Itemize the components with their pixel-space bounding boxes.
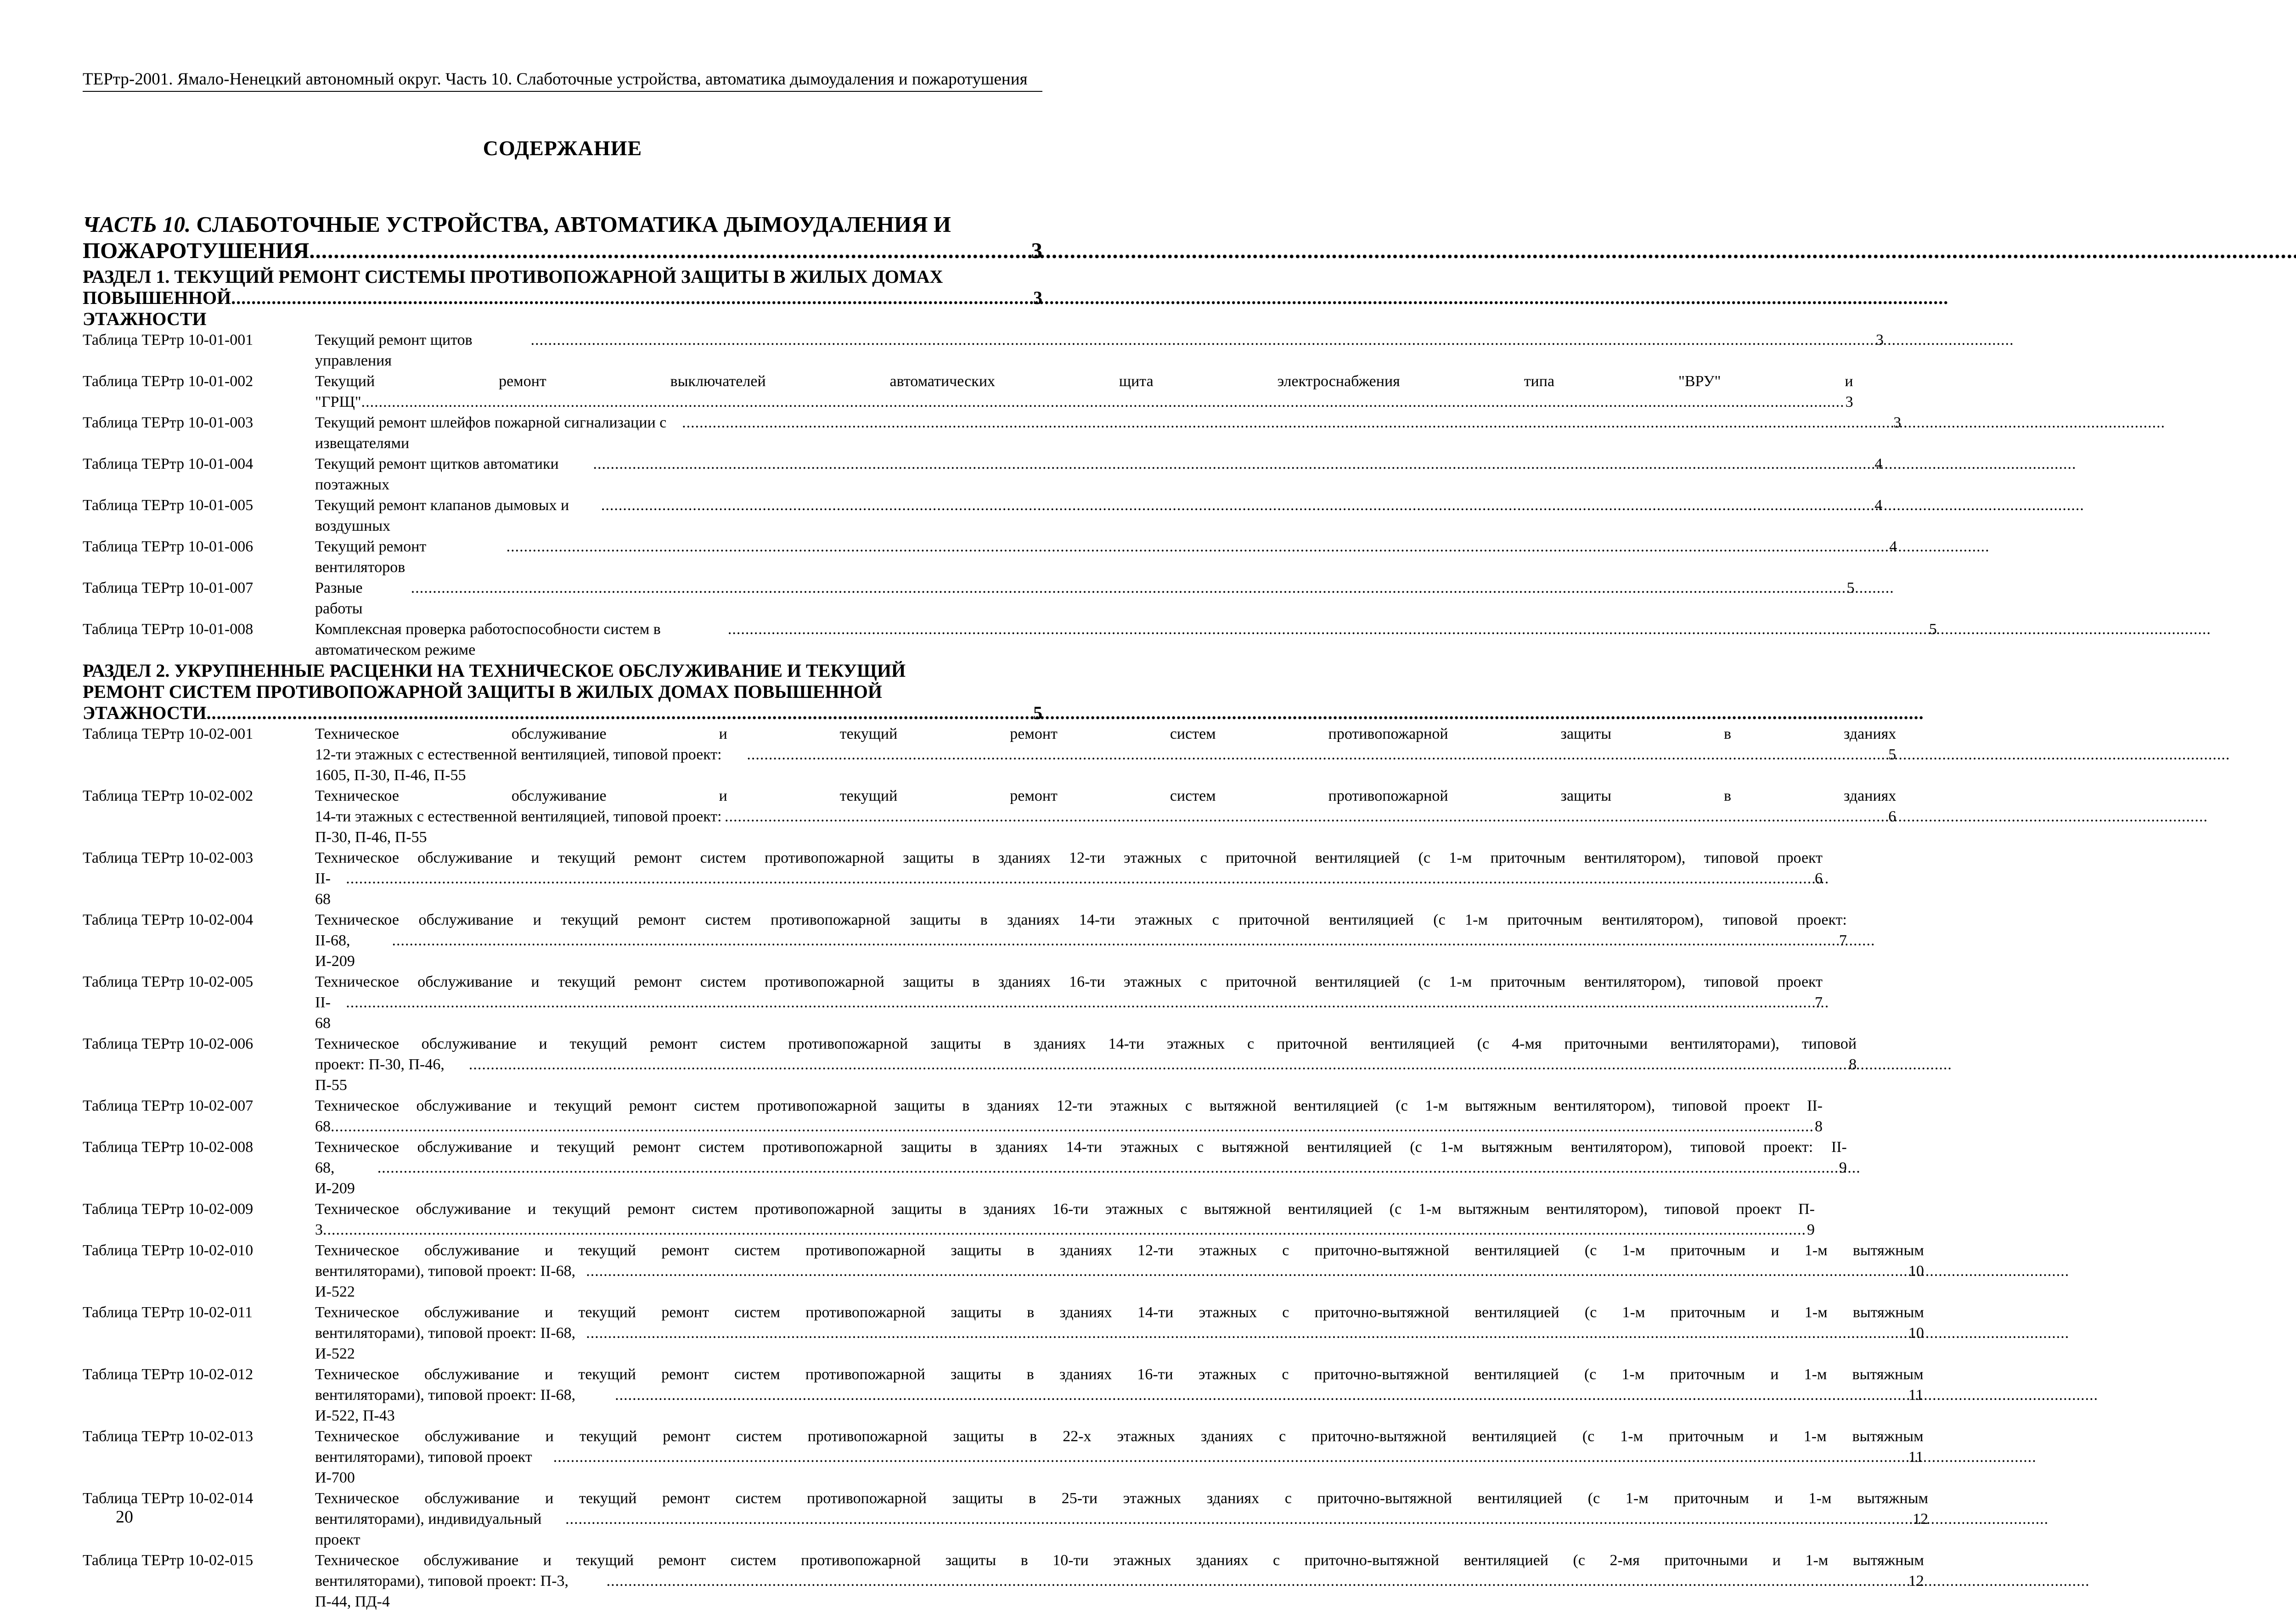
page-ref: 4 [1874, 497, 1883, 514]
part-title-line2: ПОЖАРОТУШЕНИЯ [83, 238, 310, 263]
description-last-line [315, 1323, 1924, 1364]
table-description [315, 1137, 1847, 1199]
table-code: Таблица ТЕРтр 10-01-003 [83, 414, 253, 431]
description-last-line [315, 1571, 1924, 1612]
table-description [315, 786, 1896, 848]
table-description [315, 330, 1884, 371]
toc-table-entry[interactable] [83, 412, 1902, 454]
description-last-line [315, 992, 1823, 1033]
page-ref: 5 [1033, 702, 1042, 723]
toc-table-entry[interactable] [83, 1033, 1857, 1095]
page-ref: 5 [1888, 746, 1896, 763]
toc-table-entry[interactable] [83, 495, 1883, 536]
description-text: Техническое обслуживание и текущий ремонт систем противопожарной защиты в зданиях 16-ти этажных с вытяжной вентиляцией (с 1-м вытяжным вентилятором), типовой проект П- [315, 1201, 1815, 1218]
toc-table-entry[interactable] [83, 619, 1937, 660]
description-text: Техническое обслуживание и текущий ремонт систем противопожарной защиты в зданиях [315, 725, 1896, 742]
description-last-line [315, 744, 1896, 786]
description-last-line [315, 1509, 1928, 1550]
table-code: Таблица ТЕРтр 10-01-002 [83, 373, 253, 390]
table-code: Таблица ТЕРтр 10-02-011 [83, 1304, 253, 1321]
description-text: Техническое обслуживание и текущий ремонт систем противопожарной защиты в зданиях 14-ти этажных с приточной вентиляцией (с 1-м приточным вентилятором), типовой проект: [315, 911, 1847, 928]
toc-table-entry[interactable] [83, 1488, 1929, 1550]
table-code: Таблица ТЕРтр 10-02-007 [83, 1097, 253, 1114]
dot-leader [323, 1219, 1806, 1240]
toc-table-entry[interactable] [83, 371, 1853, 412]
toc-sections [83, 266, 1937, 1612]
table-description [315, 910, 1847, 972]
description-last-line [315, 1385, 1924, 1426]
dot-leader [553, 1447, 1908, 1467]
toc-table-entry[interactable] [83, 1199, 1815, 1240]
page-ref: 3 [1033, 287, 1042, 308]
description-text: Техническое обслуживание и текущий ремонт систем противопожарной защиты в зданиях 16-ти этажных с приточно-вытяжной вентиляцией (с 1-м приточным и 1-м вытяжным [315, 1366, 1924, 1383]
dot-leader [392, 930, 1838, 951]
entry-text: 14-ти этажных с естественной вентиляцией, типовой проект: П-30, П-46, П-55 [315, 808, 722, 846]
dot-leader [377, 1157, 1838, 1178]
page-ref: 4 [1889, 538, 1897, 555]
page-ref: 7 [1815, 994, 1823, 1011]
table-code: Таблица ТЕРтр 10-02-009 [83, 1201, 253, 1218]
toc-table-entry[interactable] [83, 786, 1896, 848]
entry-text: Текущий ремонт клапанов дымовых и воздушных [315, 497, 569, 534]
page-ref: 3 [1031, 238, 1042, 263]
dot-leader [309, 237, 1030, 264]
toc-table-entry[interactable] [83, 1240, 1924, 1302]
part-heading-line [83, 211, 1042, 237]
toc-table-entry[interactable] [83, 454, 1883, 495]
section-title-line1: РАЗДЕЛ 1. ТЕКУЩИЙ РЕМОНТ СИСТЕМЫ ПРОТИВОПОЖАРНОЙ ЗАЩИТЫ В ЖИЛЫХ ДОМАХ [83, 266, 943, 287]
entry-text: Текущий ремонт вентиляторов [315, 538, 427, 576]
table-description [315, 371, 1853, 412]
description-last-line [315, 412, 1901, 454]
description-last-line [315, 619, 1937, 660]
page-title: СОДЕРЖАНИЕ [483, 136, 642, 160]
table-code: Таблица ТЕРтр 10-02-010 [83, 1242, 253, 1259]
page-ref: 11 [1908, 1449, 1924, 1466]
dot-leader [593, 454, 1874, 474]
toc-part-entry[interactable] [83, 211, 1042, 264]
toc-table-entry[interactable] [83, 910, 1847, 972]
table-description [315, 1550, 1924, 1612]
dot-leader [586, 1261, 1908, 1281]
page-ref: 10 [1908, 1263, 1924, 1280]
table-description [315, 1095, 1823, 1137]
table-code: Таблица ТЕРтр 10-02-004 [83, 911, 253, 928]
page-ref: 9 [1807, 1221, 1815, 1238]
table-description [315, 454, 1882, 495]
table-code: Таблица ТЕРтр 10-02-003 [83, 849, 253, 866]
description-last-line [315, 392, 1853, 412]
section-title-line1: РАЗДЕЛ 2. УКРУПНЕННЫЕ РАСЦЕНКИ НА ТЕХНИЧЕСКОЕ ОБСЛУЖИВАНИЕ И ТЕКУЩИЙ [83, 660, 906, 681]
page-ref: 7 [1839, 932, 1847, 949]
table-code: Таблица ТЕРтр 10-02-006 [83, 1035, 253, 1052]
table-code: Таблица ТЕРтр 10-01-001 [83, 331, 253, 348]
dot-leader [346, 868, 1814, 889]
entry-text: вентиляторами), индивидуальный проект [315, 1511, 542, 1548]
page-ref: 12 [1908, 1573, 1924, 1590]
dot-leader [725, 806, 1887, 827]
entry-text: вентиляторами), типовой проект: II-68, И-522 [315, 1325, 576, 1362]
dot-leader [411, 578, 1846, 598]
table-description [315, 536, 1897, 578]
toc-table-entry[interactable] [83, 1137, 1847, 1199]
dot-leader [682, 412, 1892, 433]
table-code: Таблица ТЕРтр 10-01-007 [83, 579, 253, 596]
table-description [315, 619, 1937, 660]
description-last-line [315, 1157, 1847, 1199]
table-description [315, 495, 1882, 536]
page-ref: 3 [1845, 393, 1853, 410]
toc-table-entry[interactable] [83, 330, 1884, 371]
toc-table-entry[interactable] [83, 1550, 1924, 1612]
description-text: Техническое обслуживание и текущий ремонт систем противопожарной защиты в 22-х этажных зданиях с приточно-вытяжной вентиляцией (с 1-м приточным и 1-м вытяжным [315, 1428, 1924, 1445]
page-ref: 3 [1875, 331, 1884, 348]
page-number: 20 [116, 1507, 133, 1527]
toc-table-entry[interactable] [83, 972, 1823, 1033]
table-description [315, 1240, 1924, 1302]
toc-table-entry[interactable] [83, 1364, 1924, 1426]
description-text: Техническое обслуживание и текущий ремонт систем противопожарной защиты в зданиях [315, 787, 1896, 804]
dot-leader [531, 330, 1875, 350]
description-text: Техническое обслуживание и текущий ремонт систем противопожарной защиты в 25-ти этажных зданиях с приточно-вытяжной вентиляцией (с 1-м приточным и 1-м вытяжным [315, 1490, 1929, 1507]
dot-leader [728, 619, 1928, 640]
dot-leader [506, 536, 1889, 557]
entry-text: 68 [315, 1118, 331, 1135]
table-code: Таблица ТЕРтр 10-02-015 [83, 1552, 253, 1569]
entry-text: вентиляторами), типовой проект: II-68, И-522 [315, 1263, 576, 1300]
page-ref: 8 [1815, 1118, 1823, 1135]
description-text: Техническое обслуживание и текущий ремонт систем противопожарной защиты в 10-ти этажных зданиях с приточно-вытяжной вентиляцией (с 2-мя приточными и 1-м вытяжным [315, 1552, 1924, 1569]
entry-text: 3 [315, 1221, 323, 1238]
dot-leader [469, 1054, 1848, 1075]
dot-leader [361, 392, 1845, 412]
page-ref: 12 [1913, 1511, 1929, 1528]
description-last-line [315, 1116, 1823, 1137]
toc-table-entry[interactable] [83, 1302, 1924, 1364]
page-ref: 5 [1846, 579, 1855, 596]
entry-text: вентиляторами), типовой проект: П-3, П-44, ПД-4 [315, 1573, 569, 1610]
section-title-line2: РЕМОНТ СИСТЕМ ПРОТИВОПОЖАРНОЙ ЗАЩИТЫ В ЖИЛЫХ ДОМАХ ПОВЫШЕННОЙ [83, 681, 882, 702]
page-ref: 10 [1908, 1325, 1924, 1342]
part-title-line1: СЛАБОТОЧНЫЕ УСТРОЙСТВА, АВТОМАТИКА ДЫМОУДАЛЕНИЯ И [196, 212, 951, 237]
part-label: ЧАСТЬ 10. [83, 212, 191, 237]
dot-leader [231, 287, 1032, 309]
dot-leader [565, 1509, 1912, 1529]
section-title-last-line [83, 702, 1042, 724]
description-last-line [315, 1261, 1924, 1302]
table-description [315, 1488, 1928, 1550]
entry-text: II-68, И-209 [315, 932, 355, 970]
toc-table-entry[interactable] [83, 724, 1896, 786]
toc-section-entry[interactable] [83, 266, 1042, 330]
page-ref: 6 [1888, 808, 1896, 825]
table-code: Таблица ТЕРтр 10-01-006 [83, 538, 253, 555]
table-description [315, 848, 1823, 910]
page-ref: 6 [1815, 870, 1823, 887]
toc-section-entry[interactable] [83, 660, 1042, 724]
table-description [315, 1033, 1857, 1095]
description-text: Техническое обслуживание и текущий ремонт систем противопожарной защиты в зданиях 14-ти этажных с вытяжной вентиляцией (с 1-м вытяжным вентилятором), типовой проект: II- [315, 1139, 1847, 1156]
table-code: Таблица ТЕРтр 10-02-012 [83, 1366, 253, 1383]
toc-table-entry[interactable] [83, 848, 1823, 910]
description-last-line [315, 536, 1897, 578]
description-text: Текущий ремонт выключателей автоматических щита электроснабжения типа "ВРУ" и [315, 373, 1853, 390]
table-description [315, 972, 1823, 1033]
table-description [315, 1199, 1815, 1240]
entry-text: ЭТАЖНОСТИ [83, 702, 207, 723]
entry-text: 68, И-209 [315, 1159, 355, 1197]
description-text: Техническое обслуживание и текущий ремонт систем противопожарной защиты в зданиях 12-ти этажных с приточно-вытяжной вентиляцией (с 1-м приточным и 1-м вытяжным [315, 1242, 1924, 1259]
dot-leader [615, 1385, 1908, 1405]
table-description [315, 724, 1896, 786]
running-header: ТЕРтр-2001. Ямало-Ненецкий автономный округ. Часть 10. Слаботочные устройства, автоматика дымоудаления и пожаротушения [83, 69, 1042, 92]
entry-text: Текущий ремонт щитов управления [315, 331, 473, 369]
page-ref: 3 [1893, 414, 1902, 431]
entry-text: Текущий ремонт шлейфов пожарной сигнализации с извещателями [315, 414, 667, 452]
entry-text: Комплексная проверка работоспособности систем в автоматическом режиме [315, 621, 661, 658]
dot-leader [346, 992, 1814, 1013]
toc-table-entry[interactable] [83, 1426, 1924, 1488]
dot-leader [747, 744, 1887, 765]
toc-table-entry[interactable] [83, 536, 1897, 578]
table-code: Таблица ТЕРтр 10-02-008 [83, 1139, 253, 1156]
page-ref: 4 [1874, 455, 1883, 472]
description-last-line [315, 930, 1847, 972]
table-code: Таблица ТЕРтр 10-01-005 [83, 497, 253, 514]
table-code: Таблица ТЕРтр 10-02-014 [83, 1490, 253, 1507]
description-last-line [315, 868, 1823, 910]
dot-leader [331, 1116, 1814, 1137]
dot-leader [607, 1571, 1908, 1591]
page-ref: 11 [1908, 1387, 1924, 1404]
description-text: Техническое обслуживание и текущий ремонт систем противопожарной защиты в зданиях 14-ти этажных с приточной вентиляцией (с 4-мя приточными вентиляторами), типовой [315, 1035, 1857, 1052]
table-description [315, 1302, 1924, 1364]
table-code: Таблица ТЕРтр 10-01-004 [83, 455, 253, 472]
table-code: Таблица ТЕРтр 10-02-013 [83, 1428, 253, 1445]
entry-text: ПОВЫШЕННОЙ ЭТАЖНОСТИ [83, 287, 231, 329]
entry-text: Текущий ремонт щитков автоматики поэтажных [315, 455, 559, 493]
description-last-line [315, 330, 1884, 371]
description-last-line [315, 1447, 1924, 1488]
table-of-contents [83, 211, 1937, 1612]
page-ref: 8 [1849, 1056, 1857, 1073]
table-code: Таблица ТЕРтр 10-02-001 [83, 725, 253, 742]
description-text: Техническое обслуживание и текущий ремонт систем противопожарной защиты в зданиях 14-ти этажных с приточно-вытяжной вентиляцией (с 1-м приточным и 1-м вытяжным [315, 1304, 1924, 1321]
toc-table-entry[interactable] [83, 1095, 1823, 1137]
table-code: Таблица ТЕРтр 10-02-002 [83, 787, 253, 804]
table-description [315, 1364, 1924, 1426]
entry-text: II-68 [315, 994, 331, 1032]
entry-text: Разные работы [315, 579, 363, 617]
dot-leader [586, 1323, 1908, 1343]
description-text: Техническое обслуживание и текущий ремонт систем противопожарной защиты в зданиях 12-ти этажных с приточной вентиляцией (с 1-м приточным вентилятором), типовой проект [315, 849, 1823, 866]
description-last-line [315, 1219, 1815, 1240]
dot-leader [601, 495, 1874, 516]
section-title-last-line [83, 287, 1042, 330]
entry-text: проект: П-30, П-46, П-55 [315, 1056, 445, 1094]
entry-text: вентиляторами), типовой проект И-700 [315, 1449, 532, 1486]
table-description [315, 1426, 1924, 1488]
table-code: Таблица ТЕРтр 10-02-005 [83, 973, 253, 990]
entry-text: "ГРЩ" [315, 393, 361, 410]
entry-text: вентиляторами), типовой проект: II-68, И-522, П-43 [315, 1387, 576, 1424]
toc-table-entry[interactable] [83, 578, 1855, 619]
page-ref: 9 [1839, 1159, 1847, 1176]
description-text: Техническое обслуживание и текущий ремонт систем противопожарной защиты в зданиях 16-ти этажных с приточной вентиляцией (с 1-м приточным вентилятором), типовой проект [315, 973, 1823, 990]
table-code: Таблица ТЕРтр 10-01-008 [83, 621, 253, 638]
description-last-line [315, 454, 1882, 495]
description-last-line [315, 806, 1896, 848]
dot-leader [207, 702, 1032, 724]
table-description [315, 412, 1901, 454]
description-last-line [315, 1054, 1857, 1095]
description-text: Техническое обслуживание и текущий ремонт систем противопожарной защиты в зданиях 12-ти этажных с вытяжной вентиляцией (с 1-м вытяжным вентилятором), типовой проект II- [315, 1097, 1823, 1114]
description-last-line [315, 578, 1855, 619]
part-title-last-line [83, 237, 1042, 264]
description-last-line [315, 495, 1882, 536]
entry-text: 12-ти этажных с естественной вентиляцией, типовой проект: 1605, П-30, П-46, П-55 [315, 746, 722, 784]
page-ref: 5 [1929, 621, 1937, 638]
table-description [315, 578, 1855, 619]
entry-text: II-68 [315, 870, 331, 908]
